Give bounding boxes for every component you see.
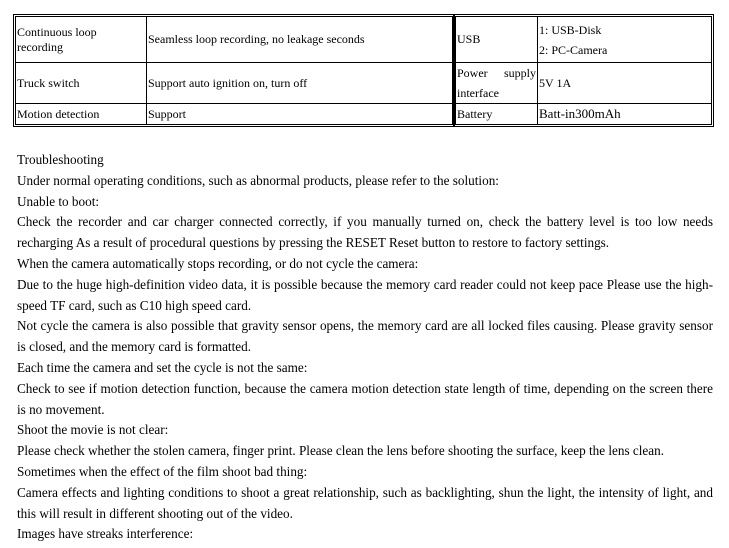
table-row bbox=[456, 63, 712, 104]
spec-value-cell bbox=[538, 63, 712, 104]
spec-value-line: 1: USB-Disk bbox=[539, 22, 602, 37]
paragraph: Each time the camera and set the cycle is not the same: bbox=[17, 359, 308, 375]
spec-feature-line: Battery bbox=[457, 106, 493, 121]
spec-value-cell bbox=[538, 17, 712, 63]
paragraph: Not cycle the camera is also possible that gravity sensor opens, the memory card are all locked files causing. Please gravity sensor is closed, and the memory card is formatted. bbox=[17, 318, 713, 355]
paragraph: Under normal operating conditions, such as abnormal products, please refer to the solution: bbox=[17, 172, 499, 188]
paragraph: Check the recorder and car charger connected correctly, if you manually turned on, check the battery level is too low needs recharging As a result of procedural questions by pressing the RESET Reset button to restore to factory settings. bbox=[17, 214, 713, 251]
paragraph: Unable to boot: bbox=[17, 193, 100, 209]
table-row bbox=[456, 17, 712, 63]
spec-feature-line: USB bbox=[457, 32, 481, 47]
spec-value-cell: Support bbox=[147, 104, 453, 125]
spec-table-right bbox=[455, 16, 712, 125]
spec-feature-cell: Motion detection bbox=[16, 104, 147, 125]
spec-table-left bbox=[15, 16, 453, 125]
spec-feature-cell bbox=[456, 63, 538, 104]
spec-feature-cell bbox=[456, 17, 538, 63]
table-row bbox=[16, 17, 453, 63]
spec-value-cell: Support auto ignition on, turn off bbox=[147, 63, 453, 104]
paragraph: Due to the huge high-definition video data, it is possible because the memory card reader could not keep pace Please use the high-speed TF card, such as C10 high speed card. bbox=[17, 276, 713, 313]
paragraph: Camera effects and lighting conditions to shoot a great relationship, such as backlighting, shun the light, the intensity of light, and this will result in different shooting out of the video. bbox=[17, 484, 713, 521]
spec-value-line: Batt-in300mAh bbox=[539, 106, 621, 122]
spec-feature-line: interface bbox=[457, 86, 499, 100]
troubleshooting-section bbox=[17, 150, 713, 545]
spec-feature-cell: Continuous loop recording bbox=[16, 17, 147, 63]
paragraph: Please check whether the stolen camera, finger print. Please clean the lens before shooting the surface, keep the lens clean. bbox=[17, 443, 665, 459]
table-row bbox=[16, 63, 453, 104]
table-row bbox=[16, 104, 453, 125]
paragraph: Images have streaks interference: bbox=[17, 526, 194, 542]
spec-value-line: 2: PC-Camera bbox=[539, 42, 608, 57]
paragraph: Shoot the movie is not clear: bbox=[17, 422, 169, 438]
paragraph: Check to see if motion detection function, because the camera motion detection state length of time, depending on the screen there is no movement. bbox=[17, 380, 713, 417]
paragraph: Sometimes when the effect of the film shoot bad thing: bbox=[17, 463, 308, 479]
spec-feature-cell: Truck switch bbox=[16, 63, 147, 104]
section-heading: Troubleshooting bbox=[17, 152, 104, 167]
paragraph: When the camera automatically stops recording, or do not cycle the camera: bbox=[17, 255, 419, 271]
spec-value-cell bbox=[538, 104, 712, 125]
spec-value-line: 5V 1A bbox=[539, 75, 572, 90]
spec-feature-line: Power supply bbox=[457, 66, 536, 80]
table-row bbox=[456, 104, 712, 125]
spec-value-cell: Seamless loop recording, no leakage seconds bbox=[147, 17, 453, 63]
spec-feature-cell bbox=[456, 104, 538, 125]
